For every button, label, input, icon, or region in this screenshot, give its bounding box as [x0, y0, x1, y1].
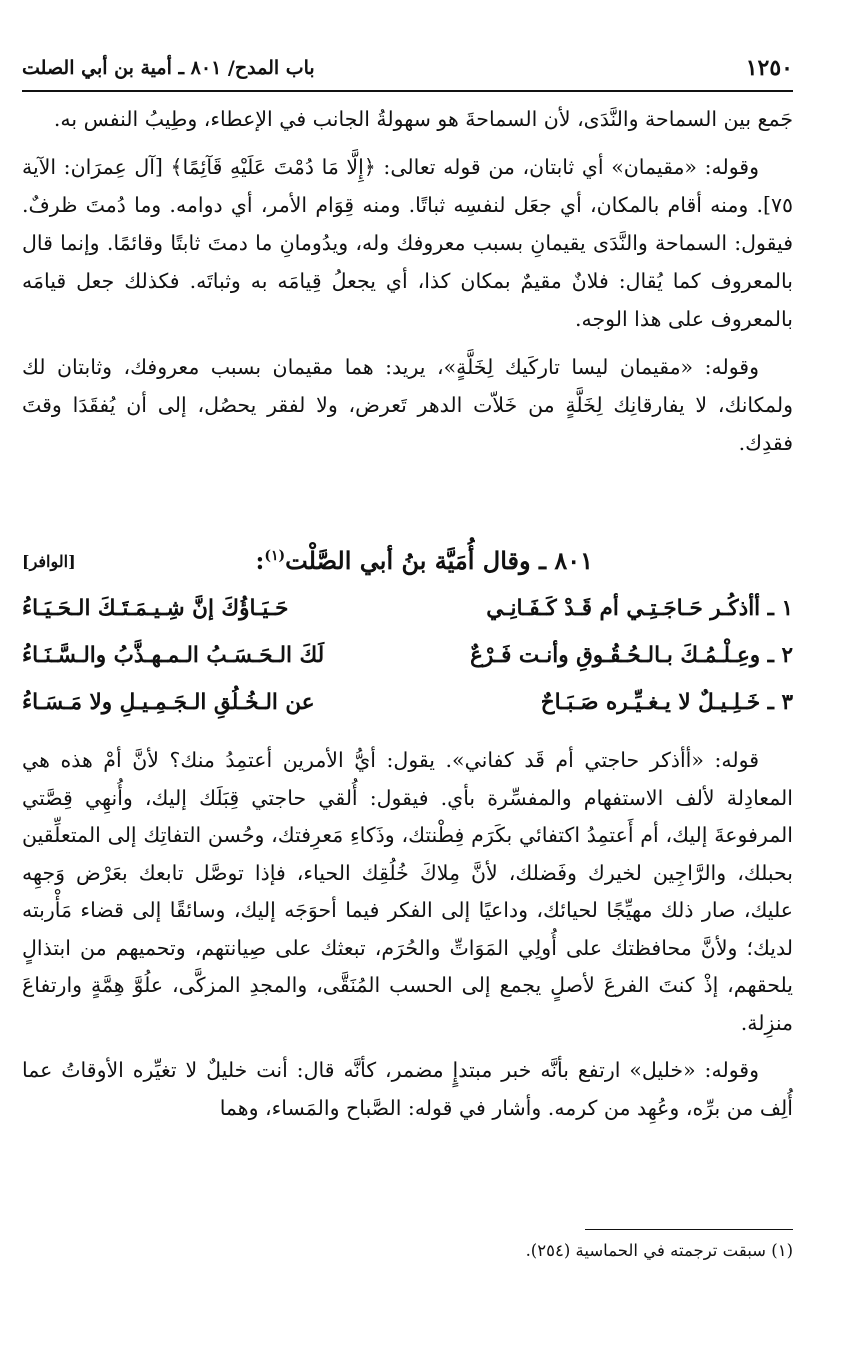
page-number: ١٢٥٠: [745, 55, 793, 81]
header-rule: [22, 90, 793, 92]
paragraph: قوله: «أأذكر حاجتي أم قَد كفاني». يقول: أيُّ الأمرين أعتمِدُ منك؟ لأنَّ أمْ هذه هي المعادِلة لألف الاستفهام والمفسِّرة بأي. فيقول: أُلقي حاجتي قِبَلَك إليك، وأُنهِي قِصَّتي المرفوعةَ إليك، أم أَعتمِدُ اكتفائي بكَرَم فِطْنتك، وذَكاءِ مَعرِفتك، وحُسن التفاتِك إلى المتعلِّقين بحبلك، والرَّاجِين لخيرك وفَضلك، لأنَّ مِلاكَ خُلُقِك الحياء، فإذا توصَّل تابعك بعَرْض وَجهِه عليك، صار ذلك مهيِّجًا لحيائك، وداعيًا إلى الفكر فيما أحوَجَه إليك، وسائقًا إلى قضاء مَأْربته لديك؛ ولأنَّ محافظتك على أُولِي المَوَاتِّ والحُرَم، تبعثك على صِيانتهم، وتحميهم من ابتذالٍ يلحقهم، إذْ كنتَ الفرعَ لأصلٍ يجمع إلى الحسب المُنَقَّى، والمجدِ المزكَّى، علُوَّ هِمَّةٍ وارتفاعَ منزِلة.: [22, 748, 793, 1035]
body-text: [22, 100, 793, 472]
footnote-marker: (١): [264, 548, 286, 564]
verse-line: [22, 690, 793, 732]
section-title-text: ٨٠١ ـ وقال أُمَيَّة بنُ أبي الصَّلْت: [285, 546, 593, 575]
section-heading: [22, 546, 793, 590]
paragraph: وقوله: «مقيمان» أي ثابتان، من قوله تعالى: ﴿إِلَّا مَا دُمْتَ عَلَيْهِ قَآئِمًا﴾ [آل عِمرَان: الآية ٧٥]. ومنه أقام بالمكان، أي جعَل لنفسِه ثباتًا. ومنه قِوَام الأمر، أي دوامه. وما دُمتَ ظرفٌ. فيقول: السماحة والنَّدَى يقيمانِ بسبب معروفك وله، ويدُومانِ ما دمتَ ثابتًا وقائمًا. وإنما قال بالمعروف كما يُقال: فلانٌ مقيمٌ بمكان كذا، أي يجعلُ قِيامَه به وثباتَه. فكذلك جعل قيامَه بالمعروف على هذا الوجه.: [22, 155, 793, 331]
verse-first-hemistich: ٣ ـ خَـلِـيـلٌ لا يـغـيِّـره صَـبَـاحٌ: [540, 690, 793, 715]
verse-second-hemistich: لَكَ الـحَـسَـبُ الـمـهـذَّبُ والـسَّـنَـاءُ: [22, 643, 325, 668]
verse-first-hemistich: ٢ ـ وعِـلْـمُـكَ بـالـحُـقُـوقِ وأنـت فَـرْعٌ: [470, 643, 793, 668]
running-title: باب المدح/ ٨٠١ ـ أمية بن أبي الصلت: [22, 57, 315, 79]
section-title-colon: :: [255, 546, 265, 575]
page-header: [22, 50, 793, 86]
verse-first-hemistich: ١ ـ أأذكُـر حَـاجَـتِـي أم قَـدْ كَـفَـانِـي: [486, 596, 793, 621]
footnote-rule: [585, 1229, 793, 1230]
footnote: (١) سبقت ترجمته في الحماسية (٢٥٤).: [525, 1241, 793, 1260]
verse-line: [22, 596, 793, 638]
paragraph: جَمع بين السماحة والنَّدَى، لأن السماحةَ هو سهولةُ الجانب في الإعطاء، وطِيبُ النفس به.: [53, 107, 793, 131]
meter-label: [الوافر]: [22, 552, 76, 571]
paragraph: وقوله: «خليل» ارتفع بأنَّه خبر مبتدإٍ مضمر، كأنَّه قال: أنت خليلٌ لا تغيِّره الأوقاتُ عما أُلِف من برِّه، وعُهِد من كرمه. وأشار في قوله: الصَّباح والمَساء، وهما: [22, 1058, 793, 1120]
paragraph: وقوله: «مقيمان ليسا تاركَيك لِخَلَّةٍ»، يريد: هما مقيمان بسبب معروفك، وثابتان لك ولمكانك، لا يفارقانِك لِخَلَّةٍ من خَلاّت الدهر تَعرض، ولا لفقر يحصُل، إلى أن يُفقَدَا وقتَ فقدِك.: [22, 355, 793, 455]
verse-second-hemistich: حَـيَـاؤُكَ إنَّ شِـيـمَـتَـكَ الـحَـيَـاءُ: [22, 596, 289, 621]
section-title: [255, 546, 593, 575]
verse-second-hemistich: عن الـخُـلُقِ الـجَـمِـيـلِ ولا مَـسَـاءُ: [22, 690, 315, 715]
commentary: [22, 742, 793, 1137]
verse-line: [22, 643, 793, 685]
